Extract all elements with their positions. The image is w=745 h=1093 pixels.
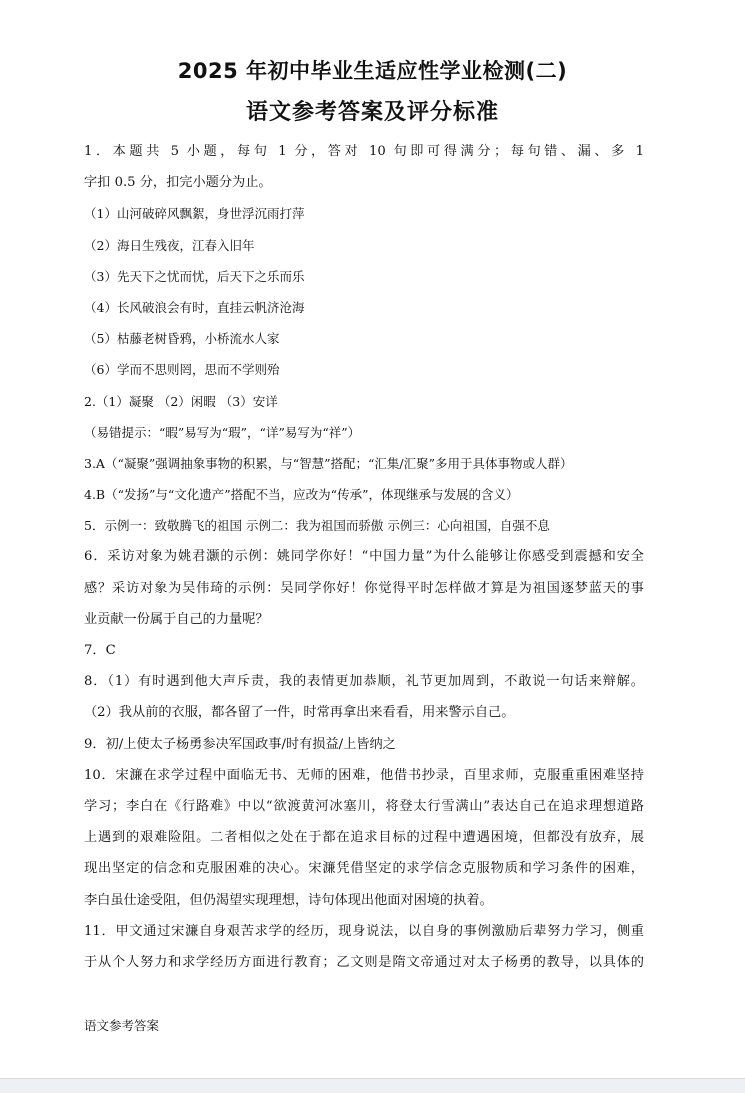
text-line: 9．初/上使太子杨勇参决军国政事/时有损益/上皆纳之 — [84, 736, 396, 752]
text-line: 3.A（“凝聚”强调抽象事物的积累，与“智慧”搭配；“汇集/汇聚”多用于具体事物或人群） — [84, 455, 573, 471]
text-line: 上遇到的艰难险阻。二者相似之处在于都在追求目标的过程中遭遇困境，但都没有放弃，展 — [84, 830, 644, 846]
text-line: （2）海日生残夜，江春入旧年 — [84, 237, 255, 253]
text-line: 4.B（“发扬”与“文化遗产”搭配不当，应改为“传承”，体现继承与发展的含义） — [84, 487, 519, 503]
text-line: 5．示例一：致敬腾飞的祖国 示例二：我为祖国而骄傲 示例三：心向祖国，自强不息 — [84, 518, 550, 534]
text-line: （3）先天下之忧而忧，后天下之乐而乐 — [84, 268, 305, 284]
page-footer: 语文参考答案 — [84, 1018, 160, 1033]
text-line: 业贡献一份属于自己的力量呢？ — [84, 611, 269, 627]
text-line: 李白虽仕途受阻，但仍渴望实现理想，诗句体现出他面对困境的执着。 — [84, 892, 493, 908]
text-line: 8．（1）有时遇到他大声斥责，我的表情更加恭顺，礼节更加周到，不敢说一句话来辩解。 — [84, 674, 644, 690]
document-title: 2025 年初中毕业生适应性学业检测(二) — [177, 59, 568, 83]
text-line: 7．C — [84, 643, 116, 658]
text-line: 11．甲文通过宋濂自身艰苦求学的经历，现身说法，以自身的事例激励后辈努力学习，侧重 — [84, 923, 644, 939]
text-line: 字扣 0.5 分，扣完小题分为止。 — [84, 175, 272, 191]
text-line: 10．宋濂在求学过程中面临无书、无师的困难，他借书抄录，百里求师，克服重重困难坚持 — [84, 767, 644, 783]
text-line: （6）学而不思则罔，思而不学则殆 — [84, 362, 280, 378]
answer-body — [84, 136, 644, 978]
text-line: 于从个人努力和求学经历方面进行教育；乙文则是隋文帝通过对太子杨勇的教导，以具体的 — [84, 954, 644, 970]
text-line: 6．采访对象为姚君灏的示例：姚同学你好！“中国力量”为什么能够让你感受到震撼和安全 — [84, 549, 644, 565]
text-line: （5）枯藤老树昏鸦，小桥流水人家 — [84, 331, 280, 347]
text-line: 2.（1）凝聚 （2）闲暇 （3）安详 — [84, 393, 278, 409]
text-line: （2）我从前的衣服，都各留了一件，时常再拿出来看看，用来警示自己。 — [84, 705, 515, 721]
viewer-bottom-edge — [0, 1078, 745, 1093]
text-line: 1．本题共 5 小题，每句 1 分，答对 10 句即可得满分；每句错、漏、多 1 — [84, 144, 644, 159]
document-subtitle: 语文参考答案及评分标准 — [245, 100, 499, 125]
text-line: （易错提示：“暇”易写为“瑕”，“详”易写为“祥”） — [84, 424, 361, 440]
text-line: 学习；李白在《行路难》中以“欲渡黄河冰塞川，将登太行雪满山”表达自己在追求理想道路 — [84, 798, 644, 814]
text-line: （4）长风破浪会有时，直挂云帆济沧海 — [84, 299, 305, 315]
text-line: （1）山河破碎风飘絮，身世浮沉雨打萍 — [84, 206, 305, 222]
text-line: 感？采访对象为吴伟琦的示例：吴同学你好！你觉得平时怎样做才算是为祖国逐梦蓝天的事 — [84, 580, 644, 596]
text-line: 现出坚定的信念和克服困难的决心。宋濂凭借坚定的求学信念克服物质和学习条件的困难， — [84, 861, 644, 877]
